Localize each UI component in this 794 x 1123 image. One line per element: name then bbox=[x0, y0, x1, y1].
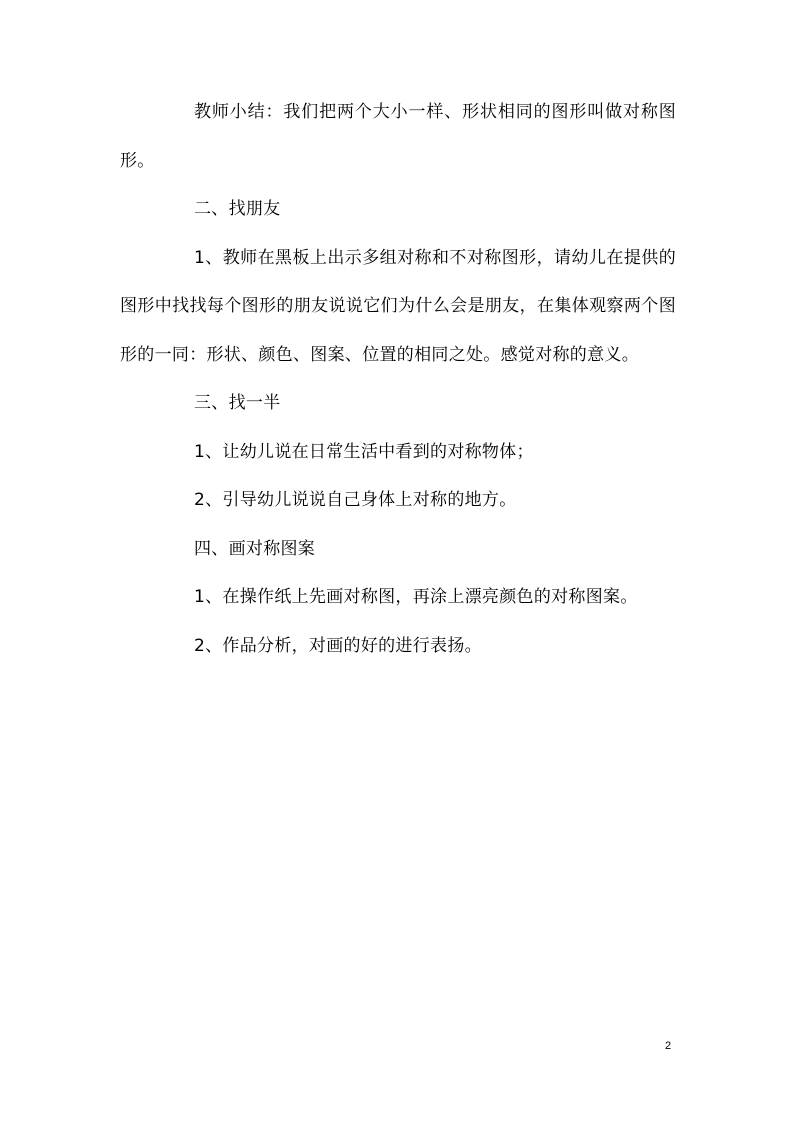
section-two-heading: 二、找朋友 bbox=[194, 199, 281, 219]
section-four-heading: 四、画对称图案 bbox=[194, 538, 316, 559]
document-body bbox=[120, 88, 676, 670]
section-four-item-2: 2、作品分析，对画的好的进行表扬。 bbox=[194, 635, 482, 656]
section-three-item-1: 1、让幼儿说在日常生活中看到的对称物体； bbox=[194, 441, 534, 462]
page-number: 2 bbox=[665, 1040, 672, 1052]
section-three-item-2: 2、引导幼儿说说自己身体上对称的地方。 bbox=[194, 490, 517, 510]
section-three-heading: 三、找一半 bbox=[194, 393, 281, 413]
section-four-item-1: 1、在操作纸上先画对称图，再涂上漂亮颜色的对称图案。 bbox=[194, 587, 638, 607]
teacher-summary-paragraph: 教师小结：我们把两个大小一样、形状相同的图形叫做对称图形。 bbox=[120, 102, 676, 171]
section-two-item-1: 1、教师在黑板上出示多组对称和不对称图形，请幼儿在提供的图形中找找每个图形的朋友说说它们为什么会是朋友，在集体观察两个图形的一同：形状、颜色、图案、位置的相同之处。感觉对称的意义。 bbox=[120, 247, 676, 365]
